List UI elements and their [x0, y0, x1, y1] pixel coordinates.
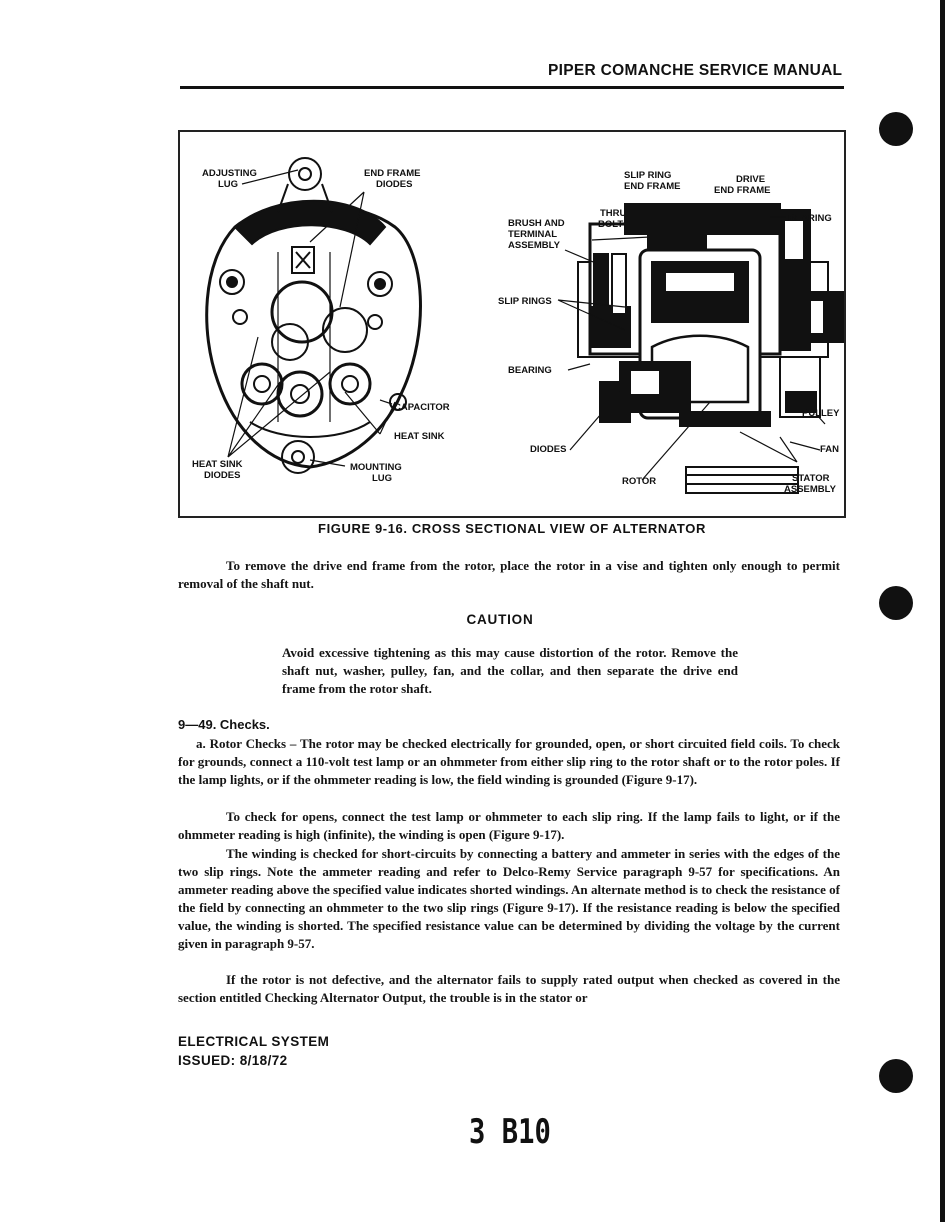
binder-hole-middle: [879, 586, 913, 620]
label-stator-assembly: STATOR ASSEMBLY: [784, 473, 836, 495]
label-pulley: PULLEY: [802, 408, 840, 419]
label-drive-end-frame: DRIVE END FRAME: [714, 174, 771, 196]
caution-text: Avoid excessive tightening as this may cause distortion of the rotor. Remove the shaft nut, washer, pulley, fan, and the collar, and then separate the drive end frame from the rotor shaft.: [282, 645, 738, 696]
rotor-checks-paragraph: a. Rotor Checks – The rotor may be checked electrically for grounded, open, or short circuited field coils. To check for grounds, connect a 110-volt test lamp or an ohmmeter from either slip ring to the rotor shaft or to the rotor poles. If the lamp lights, or if the ohmmeter reading is low, the field winding is grounded (Figure 9-17).: [178, 736, 840, 787]
label-end-frame-diodes: END FRAME DIODES: [364, 168, 421, 190]
label-brush-terminal-assembly: BRUSH AND TERMINAL ASSEMBLY: [508, 218, 565, 251]
opens-paragraph: To check for opens, connect the test lamp or ohmmeter to each slip ring. If the lamp fails to light, or if the ohmmeter reading is high (infinite), the winding is open (Figure 9-17).: [178, 809, 840, 842]
label-capacitor: CAPACITOR: [394, 402, 450, 413]
manual-title-header: PIPER COMANCHE SERVICE MANUAL: [548, 62, 843, 79]
label-heat-sink-diodes: HEAT SINK DIODES: [192, 459, 243, 481]
binder-hole-bottom: [879, 1059, 913, 1093]
label-thru-bolt: THRU BOLT: [598, 208, 627, 230]
label-rotor: ROTOR: [622, 476, 657, 487]
binder-hole-top: [879, 112, 913, 146]
alternator-drawing: [180, 132, 844, 516]
header-rule: [180, 86, 844, 89]
page-number: 3 B10: [469, 1112, 551, 1152]
alternator-figure: [178, 130, 846, 518]
section-heading-checks: 9—49. Checks.: [178, 717, 270, 732]
page-edge-binding: [940, 0, 945, 1222]
footer-issued-date: ISSUED: 8/18/72: [178, 1053, 288, 1068]
label-slip-ring-end-frame: SLIP RING END FRAME: [624, 170, 681, 192]
intro-paragraph: To remove the drive end frame from the rotor, place the rotor in a vise and tighten only enough to permit removal of the shaft nut.: [178, 558, 840, 591]
figure-caption: FIGURE 9-16. CROSS SECTIONAL VIEW OF ALTERNATOR: [318, 521, 706, 536]
label-bearing-right: BEARING: [788, 213, 832, 224]
footer-section: ELECTRICAL SYSTEM: [178, 1034, 330, 1049]
short-circuits-paragraph: The winding is checked for short-circuits by connecting a battery and ammeter in series with the edges of the two slip rings. Note the ammeter reading and refer to Delco-Remy Service paragraph 9-57 for specifications. An ammeter reading above the specified value indicates shorted windings. An alternate method is to check the resistance of the field by connecting an ohmmeter to the two slip rings (Figure 9-17). If the resistance reading is below the specified value, the winding is shorted. The specified resistance value can be determined by dividing the voltage by the current given in paragraph 9-57.: [178, 846, 840, 951]
label-heat-sink: HEAT SINK: [394, 431, 445, 442]
label-fan: FAN: [820, 444, 839, 455]
label-slip-rings: SLIP RINGS: [498, 296, 552, 307]
label-adjusting-lug: ADJUSTING LUG: [202, 168, 257, 190]
label-diodes: DIODES: [530, 444, 567, 455]
label-mounting-lug: MOUNTING LUG: [350, 462, 402, 484]
label-bearing-left: BEARING: [508, 365, 552, 376]
stator-paragraph: If the rotor is not defective, and the alternator fails to supply rated output when checked as covered in the section entitled Checking Alternator Output, the trouble is in the stator or: [178, 972, 840, 1005]
caution-heading: CAUTION: [466, 612, 534, 627]
